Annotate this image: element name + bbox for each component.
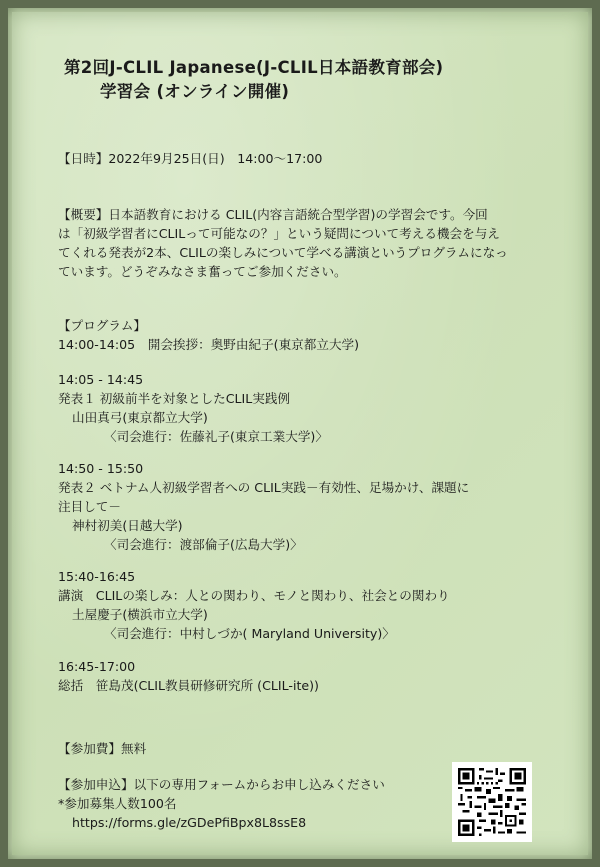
flyer-sheet [12,12,588,855]
program-section [58,316,568,354]
summary-title: 総括 笹島茂(CLIL教員研修研究所 (CLIL-ite)) [58,678,319,693]
talk2-time: 14:50 - 15:50 [58,461,144,476]
talk1-section [58,370,568,446]
talk2-chair: 〈司会進行：渡部倫子(広島大学)〉 [104,537,303,552]
fee-section [58,739,568,758]
overview-line: 【概要】日本語教育における CLIL(内容言語統合型学習)の学習会です。今回 [58,207,488,222]
talk1-time: 14:05 - 14:45 [58,372,144,387]
talk2-title: 発表２ ベトナム人初級学習者への CLIL実践－有効性、足場かけ、課題に [58,480,470,495]
overview-line: ています。どうぞみなさま奮ってご参加ください。 [58,264,347,279]
apply-section [58,775,458,832]
program-opening: 14:00-14:05 開会挨拶：奥野由紀子(東京都立大学) [58,337,360,352]
fee-text: 【参加費】無料 [58,741,147,756]
talk1-title: 発表１ 初級前半を対象としたCLIL実践例 [58,391,291,406]
lecture-chair: 〈司会進行：中村しづか( Maryland University)〉 [104,626,395,641]
lecture-section [58,567,568,643]
talk2-title-cont: 注目して－ [58,499,121,514]
apply-url-link[interactable]: https://forms.gle/zGDePfiBpx8L8ssE8 [72,815,307,830]
lecture-title: 講演 CLILの楽しみ：人との関わり、モノと関わり、社会との関わり [58,588,450,603]
overview-line: は「初級学習者にCLILって可能なの？」という疑問について考える機会を与え [58,226,500,241]
title-line-1: 第2回J-CLIL Japanese(J-CLIL日本語教育部会) [64,58,444,77]
lecture-presenter: 土屋慶子(横浜市立大学) [72,607,208,622]
talk1-presenter: 山田真弓(東京都立大学) [72,410,208,425]
apply-text: 【参加申込】以下の専用フォームからお申し込みください [58,777,385,792]
talk1-chair: 〈司会進行：佐藤礼子(東京工業大学)〉 [104,429,328,444]
lecture-time: 15:40-16:45 [58,569,136,584]
qr-code-icon[interactable] [452,762,532,842]
apply-capacity: *参加募集人数100名 [58,796,177,811]
talk2-section [58,459,568,554]
overview-section [58,205,568,281]
datetime-section [58,149,568,168]
datetime-text: 【日時】2022年9月25日(日) 14:00〜17:00 [58,151,323,166]
page-title [64,56,564,104]
program-heading: 【プログラム】 [58,318,147,333]
title-line-2: 学習会 (オンライン開催) [100,82,290,101]
summary-section [58,657,568,695]
talk2-presenter: 神村初美(日越大学) [72,518,183,533]
summary-time: 16:45-17:00 [58,659,136,674]
page-frame [8,8,592,859]
overview-line: てくれる発表が2本、CLILの楽しみについて学べる講演というプログラムになっ [58,245,508,260]
